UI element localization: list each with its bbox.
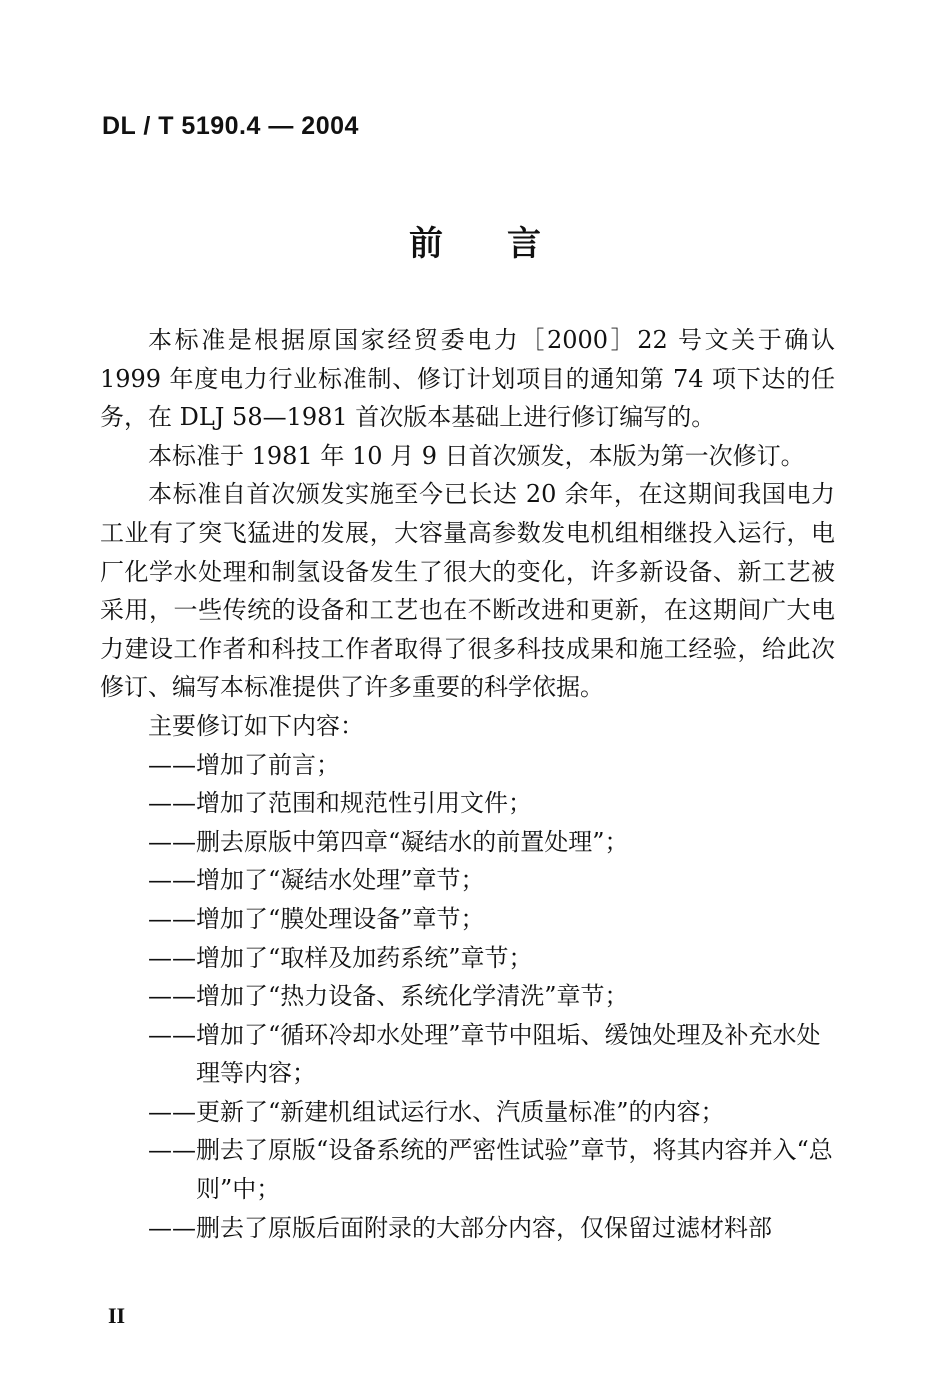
revision-item: ——删去了原版后面附录的大部分内容，仅保留过滤材料部 <box>148 1213 772 1242</box>
document-body <box>100 321 835 1247</box>
revision-item: ——增加了“热力设备、系统化学清洗”章节； <box>148 982 629 1011</box>
paragraph-intro: 本标准是根据原国家经贸委电力［2000］22 号文关于确认 1999 年度电力行业标准制、修订计划项目的通知第 74 项下达的任务，在 DLJ 58—1981 首次版本基础上进行修订编写的。 <box>100 326 835 432</box>
revision-item: ——增加了“循环冷却水处理”章节中阻垢、缓蚀处理及补充水处理等内容； <box>148 1020 821 1088</box>
page-title: 前言 <box>409 224 605 264</box>
revision-item: ——删去了原版“设备系统的严密性试验”章节，将其内容并入“总则”中； <box>148 1136 833 1204</box>
paragraph-background: 本标准自首次颁发实施至今已长达 20 余年，在这期间我国电力工业有了突飞猛进的发展，大容量高参数发电机组相继投入运行，电厂化学水处理和制氢设备发生了很大的变化，许多新设备、新工艺被采用，一些传统的设备和工艺也在不断改进和更新，在这期间广大电力建设工作者和科技工作者取得了很多科技成果和施工经验，给此次修订、编写本标准提供了许多重要的科学依据。 <box>100 480 835 702</box>
page-number: II <box>108 1303 126 1328</box>
revision-item: ——更新了“新建机组试运行水、汽质量标准”的内容； <box>148 1097 725 1126</box>
document-code: DL / T 5190.4 — 2004 <box>102 112 359 140</box>
paragraph-first-issue: 本标准于 1981 年 10 月 9 日首次颁发，本版为第一次修订。 <box>148 441 805 470</box>
revision-item: ——删去原版中第四章“凝结水的前置处理”； <box>148 827 629 856</box>
revision-item: ——增加了前言； <box>148 750 340 779</box>
revision-item: ——增加了“膜处理设备”章节； <box>148 904 485 933</box>
paragraph-revisions-lead: 主要修订如下内容： <box>148 711 364 740</box>
revision-item: ——增加了“取样及加药系统”章节； <box>148 943 533 972</box>
revision-item: ——增加了“凝结水处理”章节； <box>148 866 485 895</box>
revision-item: ——增加了范围和规范性引用文件； <box>148 789 532 818</box>
